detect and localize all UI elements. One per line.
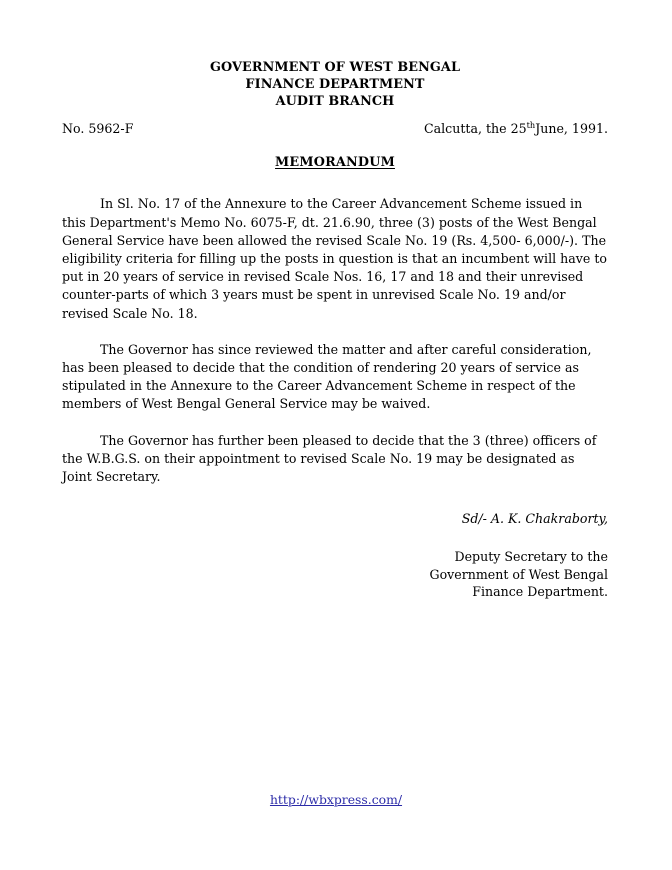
designation-line-title: Deputy Secretary to the	[454, 549, 608, 565]
source-website-link[interactable]: http://wbxpress.com/	[269, 792, 403, 807]
footer	[0, 789, 672, 808]
memo-number: No. 5962-F	[62, 121, 134, 137]
body-text	[62, 195, 608, 486]
signature-line: Sd/- A. K. Chakraborty,	[461, 511, 608, 527]
memorandum-title	[62, 155, 608, 171]
designation-block	[62, 548, 608, 601]
paragraph-2: The Governor has since reviewed the matter and after careful consideration, has been pleased to decide that the condition of rendering 20 years of service as stipulated in the Annexure to the Career Advancement Scheme in respect of the members of West Bengal General Service may be waived.	[62, 341, 592, 412]
paragraph-1: In Sl. No. 17 of the Annexure to the Career Advancement Scheme issued in this Department's Memo No. 6075-F, dt. 21.6.90, three (3) posts of the West Bengal General Service have been allowed the revised Scale No. 19 (Rs. 4,500- 6,000/-). The eligibility criteria for filling up the posts in question is that an incumbent will have to put in 20 years of service in revised Scale Nos. 16, 17 and 18 and their unrevised counter-parts of which 3 years must be spent in unrevised Scale No. 19 and/or revised Scale No. 18.	[62, 196, 607, 321]
paragraph-3: The Governor has further been pleased to decide that the 3 (three) officers of the W.B.G.S. on their appointment to revised Scale No. 19 may be designated as Joint Secretary.	[62, 432, 597, 485]
place-date-prefix: Calcutta, the 25	[423, 121, 527, 137]
document-content	[62, 60, 608, 601]
date-ordinal-suffix: th	[526, 120, 536, 131]
memorandum-title-text: MEMORANDUM	[275, 155, 395, 171]
designation-line-government: Government of West Bengal	[429, 566, 608, 582]
place-and-date	[424, 121, 608, 137]
masthead-line-branch: AUDIT BRANCH	[275, 93, 395, 109]
masthead	[62, 60, 608, 110]
place-date-suffix: June, 1991.	[535, 121, 608, 137]
designation-line-department: Finance Department.	[472, 584, 608, 600]
masthead-line-government: GOVERNMENT OF WEST BENGAL	[209, 60, 461, 75]
masthead-line-department: FINANCE DEPARTMENT	[245, 76, 425, 92]
reference-row	[62, 121, 608, 137]
